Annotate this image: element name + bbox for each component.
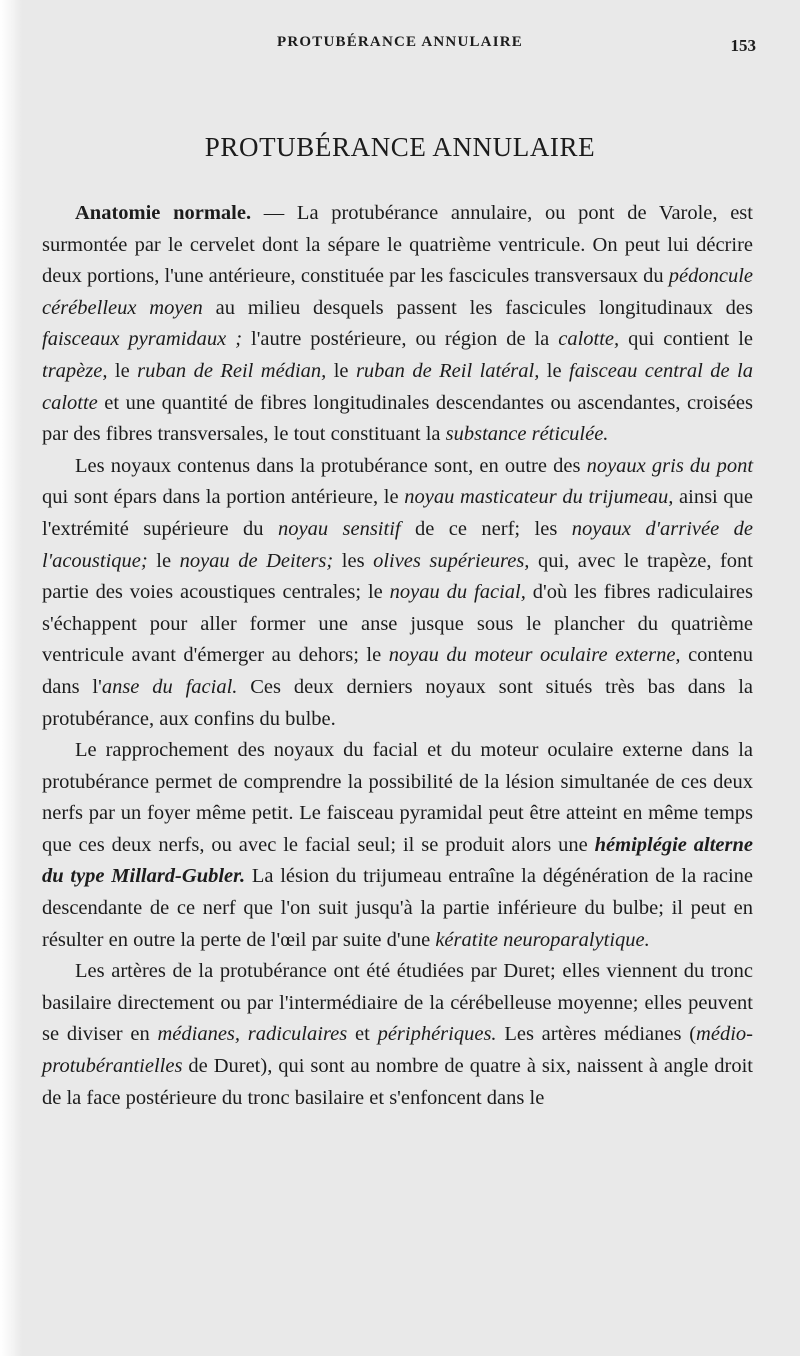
italic-term: substance réticulée. [445, 423, 609, 446]
text-run: qui sont épars dans la portion antérieure, le [42, 486, 405, 509]
body-text [42, 198, 753, 1114]
italic-term: calotte, [558, 328, 620, 351]
text-run: — La protubérance annulaire, ou pont de Varole, est surmontée par le cervelet dont la sépare le quatrième ventricule. On peut lui décrire deux portions, l'une antérieure, constituée par les fascicules transversaux du [42, 202, 753, 288]
text-run: qui contient le [619, 328, 754, 351]
italic-term: noyaux gris du pont [586, 454, 754, 477]
paragraph-anatomy [42, 198, 753, 451]
text-run: le [147, 549, 180, 572]
section-title: PROTUBÉRANCE ANNULAIRE [204, 132, 596, 163]
text-run: les [333, 549, 374, 572]
page-header [0, 34, 800, 58]
text-run: de ce nerf; les [400, 517, 572, 540]
italic-term: médianes, radiculaires [157, 1023, 348, 1046]
paragraph-nuclei [42, 451, 753, 735]
paragraph-lead: Anatomie normale. [75, 202, 252, 224]
text-run: contenu dans l' [42, 644, 753, 698]
italic-term: faisceaux pyramidaux ; [42, 328, 243, 351]
text-run: le [326, 359, 356, 382]
italic-term: trapèze, [42, 359, 108, 382]
text-run: d'où les fibres radiculaires s'échappent pour aller former une anse jusque sous le plancher du quatrième ventricule avant d'émerger au dehors; le [42, 581, 753, 667]
italic-term: ruban de Reil médian, [137, 359, 327, 382]
text-run: qui, avec le trapèze, font partie des voies acoustiques centrales; le [42, 549, 753, 604]
text-run: le [107, 359, 138, 382]
italic-term: périphériques. [377, 1023, 497, 1046]
text-run: ainsi que l'extrémité supérieure du [42, 486, 753, 540]
text-run: le [539, 359, 570, 382]
italic-term: noyau du facial, [389, 581, 526, 604]
text-run: Les noyaux contenus dans la protubérance sont, en outre des [75, 454, 587, 477]
text-run: et une quantité de fibres longitudinales descendantes ou ascendantes, croisées par des fibres transversales, le tout constituant la [42, 391, 753, 446]
italic-term: noyau sensitif [277, 517, 401, 540]
italic-term: médio-protubérantielles [42, 1023, 753, 1078]
text-run: La lésion du trijumeau entraîne la dégénération de la racine descendante de ce nerf que l'on suit jusqu'à la partie inférieure du bulbe; il peut en résulter en outre la perte de l'œil par suite d'une [42, 865, 753, 951]
text-run: l'autre postérieure, ou région de la [242, 328, 559, 351]
italic-term: faisceau central de la calotte [42, 359, 754, 414]
italic-term: noyaux d'arrivée de l'acoustique; [42, 517, 754, 572]
text-run: Ces deux derniers noyaux sont situés très bas dans la protubérance, aux confins du bulbe. [42, 675, 754, 730]
italic-term: noyau du moteur oculaire externe, [388, 644, 681, 667]
italic-term: hémiplégie alterne du type Millard-Gubler. [42, 833, 753, 888]
text-run: de Duret), qui sont au nombre de quatre à six, naissent à angle droit de la face postérieure du tronc basilaire et s'enfoncent dans le [42, 1055, 753, 1109]
italic-term: ruban de Reil latéral, [355, 359, 540, 382]
text-run: au milieu desquels passent les fascicules longitudinaux des [202, 296, 753, 319]
text-run: Le rapprochement des noyaux du facial et du moteur oculaire externe dans la protubérance permet de comprendre la possibilité de la lésion simultanée de ces deux nerfs par un foyer même petit. Le faisceau pyramidal peut être atteint en même temps que ces deux nerfs, ou avec le facial seul; il se produit alors une [42, 739, 753, 856]
paragraph-arteries [42, 956, 753, 1114]
paragraph-clinical [42, 735, 753, 956]
text-run: Les artères de la protubérance ont été étudiées par Duret; elles viennent du tronc basilaire directement ou par l'intermédiaire de la cérébelleuse moyenne; elles peuvent se diviser en [42, 960, 753, 1046]
running-title: PROTUBÉRANCE ANNULAIRE [276, 34, 523, 50]
italic-term: olives supérieures, [373, 549, 530, 572]
italic-term: anse du facial. [101, 675, 238, 698]
italic-term: noyau masticateur du trijumeau, [404, 486, 674, 509]
italic-term: pédoncule cérébelleux moyen [42, 265, 753, 319]
text-run: Les artères médianes ( [496, 1023, 697, 1046]
page-number: 153 [730, 36, 756, 55]
italic-term: kératite neuroparalytique. [435, 928, 650, 951]
italic-term: noyau de Deiters; [179, 549, 334, 572]
text-run: et [347, 1023, 378, 1046]
